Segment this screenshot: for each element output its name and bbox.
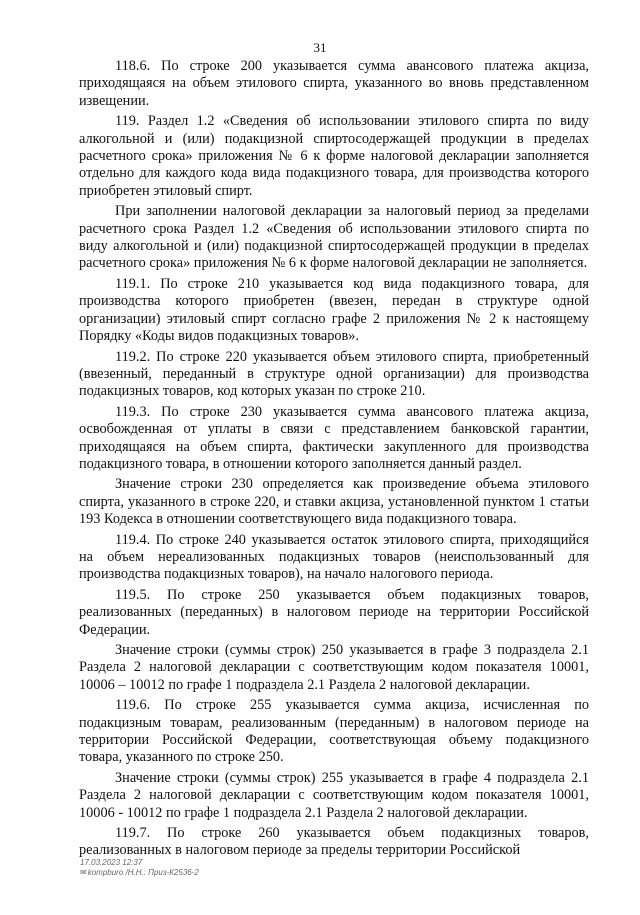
paragraph: Значение строки (суммы строк) 255 указывается в графе 4 подраздела 2.1 Раздела 2 налоговой декларации с соответствующим кодом показателя 10001, 10006 - 10012 по графе 1 подраздела 2.1 Раздела 2 налоговой декларации. bbox=[79, 769, 589, 821]
paragraph: 119.4. По строке 240 указывается остаток этилового спирта, приходящийся на объем нереализованных подакцизных товаров (неиспользованный для производства подакцизных товаров), на начало налогового периода. bbox=[79, 531, 589, 583]
page-number: 31 bbox=[313, 40, 327, 55]
paragraph: 118.6. По строке 200 указывается сумма авансового платежа акциза, приходящаяся на объем этилового спирта, указанного во вновь представленном извещении. bbox=[79, 58, 589, 109]
paragraph: 119. Раздел 1.2 «Сведения об использовании этилового спирта по виду алкогольной и (или) подакцизной спиртосодержащей продукции в пределах расчетного срока» приложения № 6 к форме налоговой декларации заполняется отдельно для каждого кода вида подакцизного товара, для производства которого приобретен этиловый спирт. bbox=[79, 113, 589, 199]
paragraph: 119.3. По строке 230 указывается сумма авансового платежа акциза, освобожденная от уплаты в связи с представлением банковской гарантии, приходящаяся на объем спирта, фактически закупленного для производства подакцизного товара, в отношении которого заполняется данный раздел. bbox=[79, 403, 589, 472]
paragraph: 119.2. По строке 220 указывается объем этилового спирта, приобретенный (ввезенный, переданный в структуре одной организации) для производства подакцизных товаров, код которых указан по строке 210. bbox=[79, 348, 589, 400]
paragraph: Значение строки (суммы строк) 250 указывается в графе 3 подраздела 2.1 Раздела 2 налоговой декларации с соответствующим кодом показателя 10001, 10006 – 10012 по графе 1 подраздела 2.1 Раздела 2 налоговой декларации. bbox=[79, 642, 589, 693]
paragraph: 119.7. По строке 260 указывается объем подакцизных товаров, реализованных в налоговом периоде за пределы территории Российской bbox=[79, 825, 589, 859]
document-icon: ✉ bbox=[80, 868, 87, 877]
document-stamp bbox=[80, 858, 199, 878]
stamp-timestamp: 17.03.2023 12:37 bbox=[80, 858, 143, 867]
paragraph: Значение строки 230 определяется как произведение объема этилового спирта, указанного в строке 220, и ставки акциза, установленной пунктом 1 статьи 193 Кодекса в отношении соответствующего вида подакцизного товара. bbox=[79, 476, 589, 528]
paragraph: 119.1. По строке 210 указывается код вида подакцизного товара, для производства которого приобретен (ввезен, передан в структуре одной организации) этиловый спирт согласно графе 2 приложения № 2 к настоящему Порядку «Коды видов подакцизных товаров». bbox=[79, 275, 589, 345]
paragraph: 119.5. По строке 250 указывается объем подакцизных товаров, реализованных (переданных) в налоговом периоде на территории Российской Федерации. bbox=[79, 586, 589, 638]
stamp-source-line bbox=[80, 868, 199, 878]
page-body bbox=[79, 58, 589, 863]
paragraph: 119.6. По строке 255 указывается сумма акциза, исчисленная по подакцизным товарам, реализованным (переданным) в налоговом периоде на территории Российской Федерации, соответствующая объему подакцизного товара, указанного по строке 250. bbox=[79, 697, 589, 766]
paragraph: При заполнении налоговой декларации за налоговый период за пределами расчетного срока Раздел 1.2 «Сведения об использовании этилового спирта по виду алкогольной и (или) подакцизной спиртосодержащей продукции в пределах расчетного срока» приложения № 6 к форме налоговой декларации не заполняется. bbox=[79, 203, 589, 272]
stamp-source: kompburo /Н.Н.: Приз-К2536-2 bbox=[87, 868, 199, 877]
